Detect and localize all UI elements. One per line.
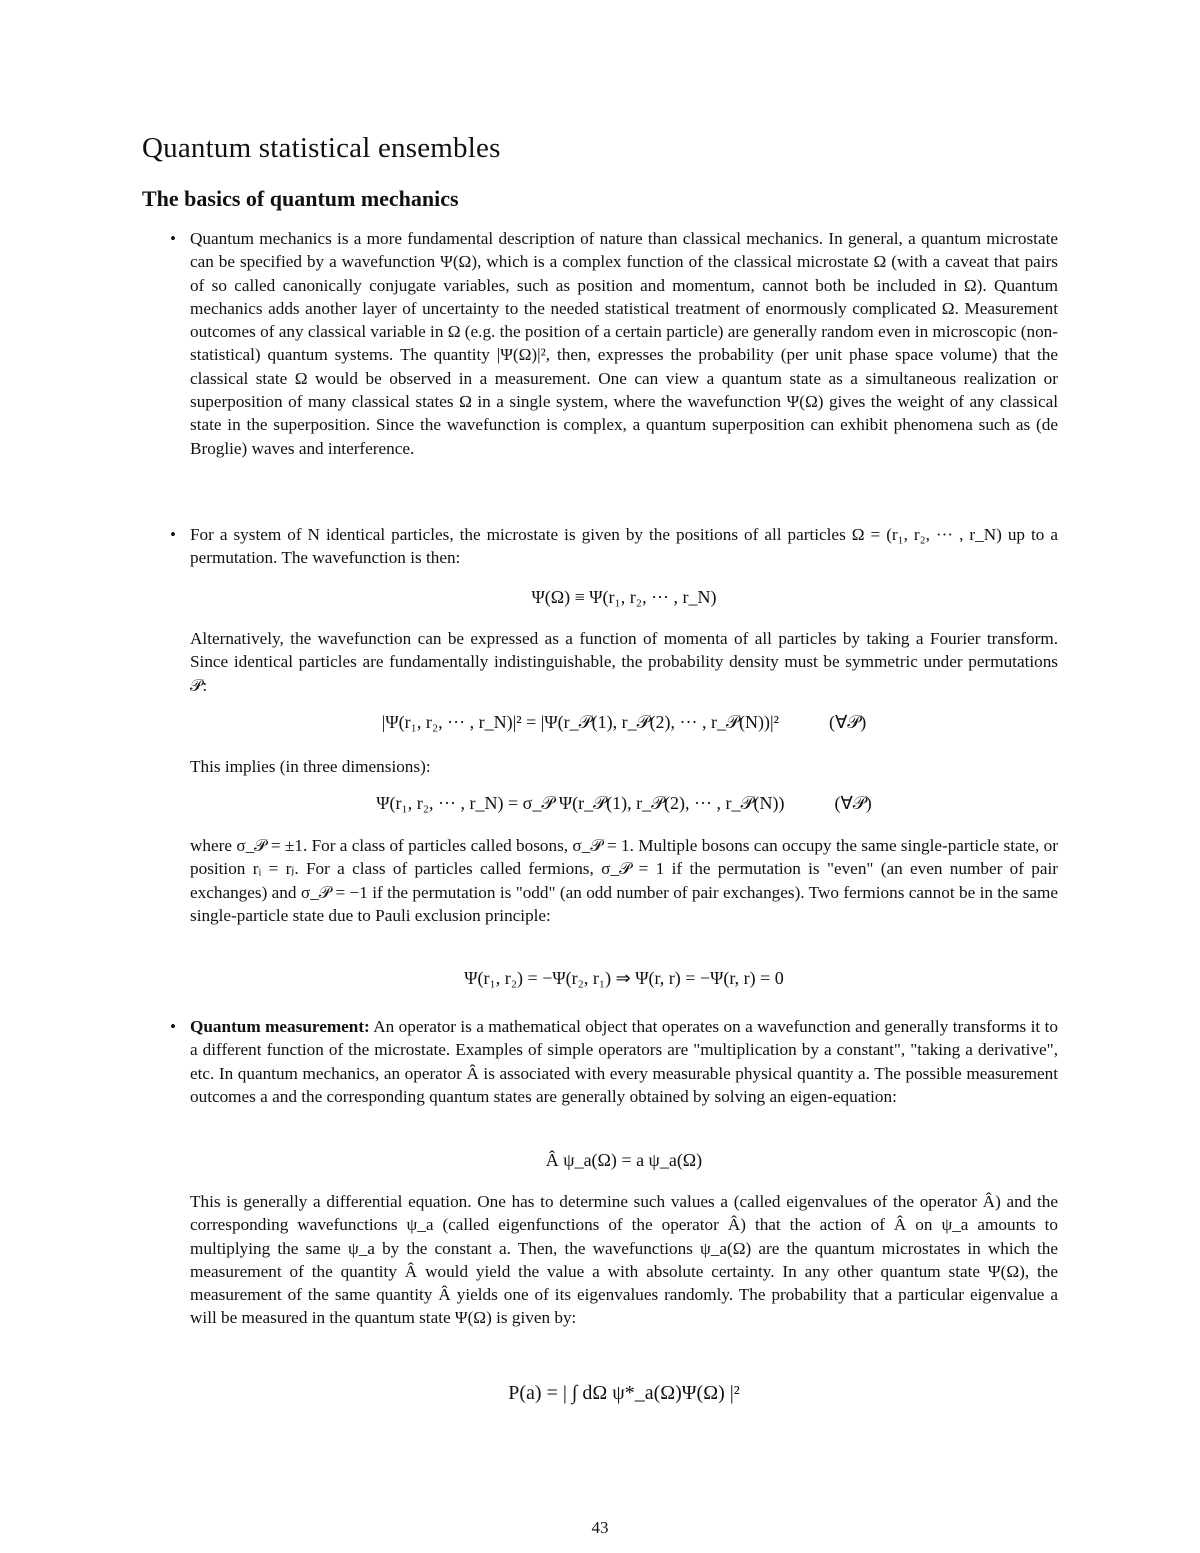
paragraph-differential-equation: This is generally a differential equation. One has to determine such values a (called eigenvalues of the operator Â) and the corresponding wavefunctions ψ_a (called eigenfunctions of the operator Â) that the action of Â on ψ_a amounts to multiplying the same ψ_a by the constant a. Then, the wavefunctions ψ_a(Ω) are the quantum microstates in which the measurement of the quantity Â would yield the value a with absolute certainty. In any other quantum state Ψ(Ω), the measurement of the same quantity Â yields one of its eigenvalues randomly. The probability that a particular eigenvalue a will be measured in the quantum state Ψ(Ω) is given by:	[190, 1192, 1058, 1328]
bullet-paragraph-identical-particles: For a system of N identical particles, the microstate is given by the positions of all particles Ω = (r₁, r₂, ··· , r_N) up to a permutation. The wavefunction is then:	[190, 525, 1058, 568]
equation-pauli-exclusion: Ψ(r₁, r₂) = −Ψ(r₂, r₁) ⇒ Ψ(r, r) = −Ψ(r, r) = 0	[464, 968, 784, 988]
section-heading: Quantum statistical ensembles	[142, 132, 501, 164]
equation-probability-symmetry	[190, 712, 1058, 733]
equation-measurement-probability: P(a) = | ∫ dΩ ψ*_a(Ω)Ψ(Ω) |²	[508, 1382, 740, 1404]
equation-wavefunction: Ψ(Ω) ≡ Ψ(r₁, r₂, ··· , r_N)	[531, 587, 717, 607]
equation-permutation-sign	[190, 793, 1058, 814]
bullet-marker: •	[170, 525, 176, 544]
bullet-marker: •	[170, 229, 176, 248]
equation-body: |Ψ(r₁, r₂, ··· , r_N)|² = |Ψ(r_𝒫(1), r_𝒫(2), ··· , r_𝒫(N))|²	[381, 712, 779, 732]
bold-lead-text: Quantum measurement:	[190, 1017, 370, 1036]
bullet-marker: •	[170, 1017, 176, 1036]
equation-eigen: Â ψ_a(Ω) = a ψ_a(Ω)	[545, 1150, 703, 1170]
equation-body: Ψ(r₁, r₂, ··· , r_N) = σ_𝒫 Ψ(r_𝒫(1), r_𝒫(2), ··· , r_𝒫(N))	[376, 793, 785, 813]
page-number: 43	[591, 1518, 609, 1537]
bullet-paragraph-measurement	[190, 1015, 1058, 1108]
paragraph-implies: This implies (in three dimensions):	[190, 757, 431, 776]
paragraph-bosons-fermions: where σ_𝒫 = ±1. For a class of particles called bosons, σ_𝒫 = 1. Multiple bosons can occupy the same single-particle state, or position rᵢ = rⱼ. For a class of particles called fermions, σ_𝒫 = 1 if the permutation is "even" (an even number of pair exchanges) and σ_𝒫 = −1 if the permutation is "odd" (an odd number of pair exchanges). Two fermions cannot be in the same single-particle state due to Pauli exclusion principle:	[190, 836, 1058, 925]
bullet-paragraph-wavefunction: Quantum mechanics is a more fundamental description of nature than classical mechanics. In general, a quantum microstate can be specified by a wavefunction Ψ(Ω), which is a complex function of the classical microstate Ω (with a caveat that pairs of so called canonically conjugate variables, such as position and momentum, cannot both be included in Ω). Quantum mechanics adds another layer of uncertainty to the needed statistical treatment of enormously complicated Ω. Measurement outcomes of any classical variable in Ω (e.g. the position of a certain particle) are generally random even in microscopic (non-statistical) quantum systems. The quantity |Ψ(Ω)|², then, expresses the probability (per unit phase space volume) that the classical state Ω would be observed in a measurement. One can view a quantum state as a simultaneous realization or superposition of many classical states Ω in a single system, where the wavefunction Ψ(Ω) gives the weight of any classical state in the superposition. Since the wavefunction is complex, a quantum superposition can exhibit phenomena such as (de Broglie) waves and interference.	[190, 229, 1058, 458]
bullet-body-text: An operator is a mathematical object that operates on a wavefunction and generally transforms it to a different function of the microstate. Examples of simple operators are "multiplication by a constant", "taking a derivative", etc. In quantum mechanics, an operator Â is associated with every measurable physical quantity a. The possible measurement outcomes a and the corresponding quantum states are generally obtained by solving an eigen-equation:	[190, 1017, 1058, 1106]
subsection-heading: The basics of quantum mechanics	[142, 186, 459, 211]
paragraph-alternatively: Alternatively, the wavefunction can be expressed as a function of momenta of all particles by taking a Fourier transform. Since identical particles are fundamentally indistinguishable, the probability density must be symmetric under permutations 𝒫:	[190, 629, 1058, 695]
equation-tag: (∀𝒫)	[829, 712, 867, 732]
equation-tag: (∀𝒫)	[834, 793, 872, 813]
